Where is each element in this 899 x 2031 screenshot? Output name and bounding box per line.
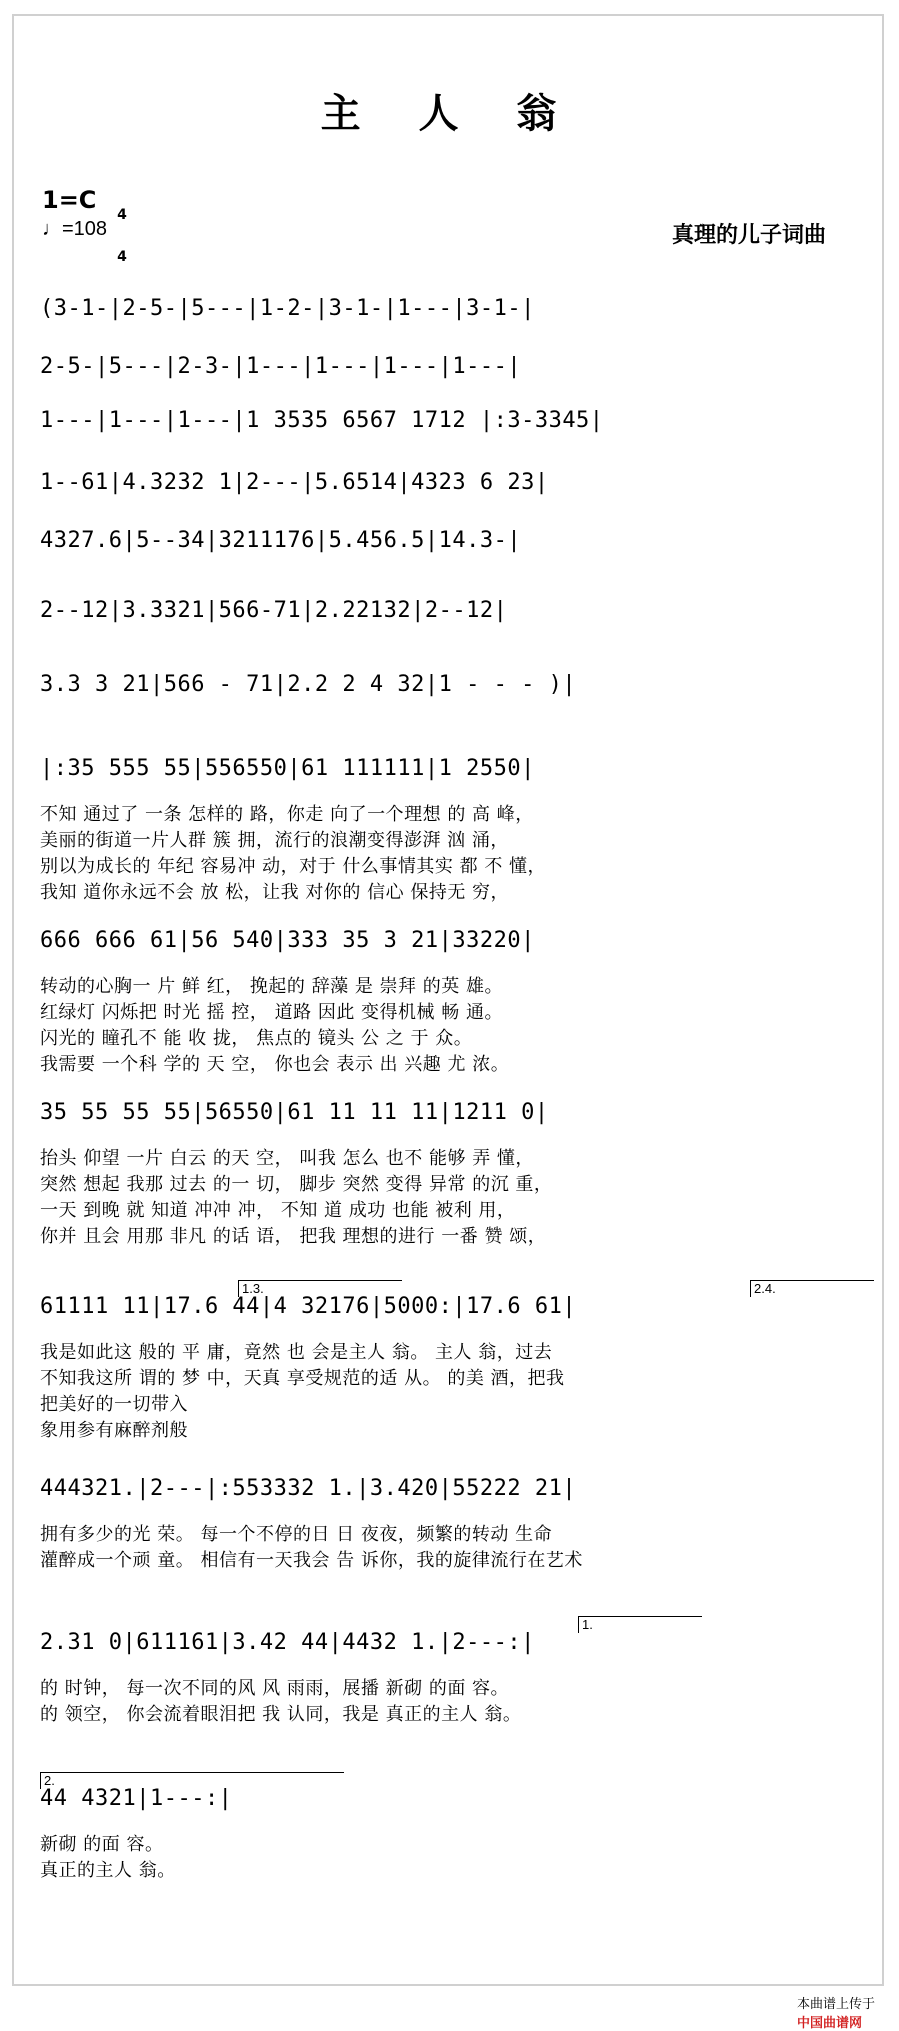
time-signature-top: 4	[117, 207, 127, 223]
lyric-line: 一天 到晚 就 知道 冲冲 冲， 不知 道 成功 也能 被利 用，	[40, 1200, 516, 1221]
lyric-line: 别以为成长的 年纪 容易冲 动，对于 什么事情其实 都 不 懂，	[40, 856, 547, 877]
notation-line: 61111 11|17.6 44|4 32176|5000:|17.6 61|	[40, 1294, 577, 1319]
notation-line: 1--61|4.3232 1|2---|5.6514|4323 6 23|	[40, 470, 549, 495]
time-signature-bottom: 4	[117, 249, 127, 265]
lyric-line: 真正的主人 翁。	[40, 1860, 176, 1881]
song-title: 主 人 翁	[320, 90, 579, 137]
lyric-line: 你并 且会 用那 非凡 的话 语， 把我 理想的进行 一番 赞 颂，	[40, 1226, 547, 1247]
lyric-line: 拥有多少的光 荣。 每一个不停的日 日 夜夜，频繁的转动 生命	[40, 1524, 553, 1545]
notation-line: 2.31 0|611161|3.42 44|4432 1.|2---:|	[40, 1630, 535, 1655]
time-signature	[113, 180, 131, 278]
notation-line: 35 55 55 55|56550|61 11 11 11|1211 0|	[40, 1100, 549, 1125]
notation-line: |:35 555 55|556550|61 111111|1 2550|	[40, 756, 535, 781]
lyric-line: 突然 想起 我那 过去 的一 切， 脚步 突然 变得 异常 的沉 重，	[40, 1174, 553, 1195]
volta-bracket: 2.4.	[750, 1280, 874, 1297]
lyric-line: 把美好的一切带入	[40, 1394, 188, 1415]
notation-line: 1---|1---|1---|1 3535 6567 1712 |:3-3345|	[40, 408, 604, 433]
notation-line: 444321.|2---|:553332 1.|3.420|55222 21|	[40, 1476, 577, 1501]
notation-line: 2--12|3.3321|566-71|2.22132|2--12|	[40, 598, 508, 623]
composer-credit: 真理的儿子词曲	[672, 223, 827, 248]
lyric-line: 不知我这所 谓的 梦 中，天真 享受规范的适 从。 的美 酒，把我	[40, 1368, 565, 1389]
volta-bracket: 1.3.	[238, 1280, 402, 1297]
tempo-marking: ♩=108	[42, 218, 108, 240]
notation-line: 666 666 61|56 540|333 35 3 21|33220|	[40, 928, 535, 953]
lyric-line: 的 领空， 你会流着眼泪把 我 认同，我是 真正的主人 翁。	[40, 1704, 522, 1725]
lyric-line: 抬头 仰望 一片 白云 的天 空， 叫我 怎么 也不 能够 弄 懂，	[40, 1148, 534, 1169]
volta-bracket: 1.	[578, 1616, 702, 1633]
lyric-line: 的 时钟， 每一次不同的风 风 雨雨，展播 新砌 的面 容。	[40, 1678, 510, 1699]
site-logo: 中国曲谱网	[796, 2016, 862, 2031]
lyric-line: 转动的心胸一 片 鲜 红， 挽起的 辞藻 是 崇拜 的英 雄。	[40, 976, 503, 997]
lyric-line: 新砌 的面 容。	[40, 1834, 164, 1855]
lyric-line: 象用参有麻醉剂般	[40, 1420, 188, 1441]
notation-line: (3-1-|2-5-|5---|1-2-|3-1-|1---|3-1-|	[40, 296, 535, 321]
lyric-line: 闪光的 瞳孔不 能 收 拢， 焦点的 镜头 公 之 于 众。	[40, 1028, 473, 1049]
notation-line: 4327.6|5--34|3211176|5.456.5|14.3-|	[40, 528, 522, 553]
notation-line: 2-5-|5---|2-3-|1---|1---|1---|1---|	[40, 354, 522, 379]
lyric-line: 不知 通过了 一条 怎样的 路，你走 向了一个理想 的 高 峰，	[40, 804, 534, 825]
lyric-line: 红绿灯 闪烁把 时光 摇 控， 道路 因此 变得机械 畅 通。	[40, 1002, 503, 1023]
lyric-line: 美丽的街道一片人群 簇 拥，流行的浪潮变得澎湃 汹 涌，	[40, 830, 509, 851]
lyric-line: 我是如此这 般的 平 庸，竟然 也 会是主人 翁。 主人 翁，过去	[40, 1342, 553, 1363]
footer-prefix: 本曲谱上传于	[796, 1997, 875, 2012]
lyric-line: 灌醉成一个顽 童。 相信有一天我会 告 诉你，我的旋律流行在艺术	[40, 1550, 583, 1571]
lyric-line: 我需要 一个科 学的 天 空， 你也会 表示 出 兴趣 尤 浓。	[40, 1054, 510, 1075]
notation-line: 44 4321|1---:|	[40, 1786, 233, 1811]
upload-footer	[789, 1978, 875, 2031]
notation-line: 3.3 3 21|566 - 71|2.2 2 4 32|1 - - - )|	[40, 672, 577, 697]
lyric-line: 我知 道你永远不会 放 松，让我 对你的 信心 保持无 穷，	[40, 882, 510, 903]
volta-bracket: 2.	[40, 1772, 344, 1789]
key-signature: 1=C	[42, 186, 97, 214]
